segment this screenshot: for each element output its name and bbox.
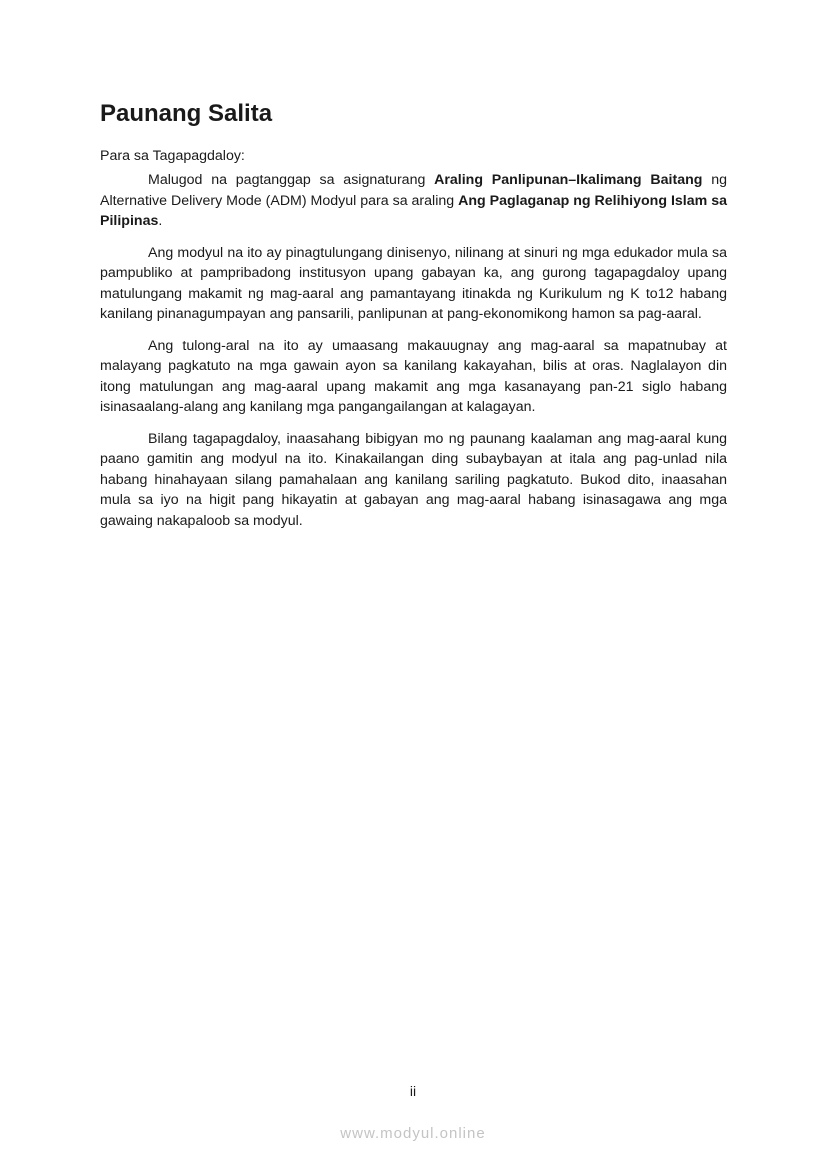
paragraph bbox=[100, 243, 727, 325]
page-title: Paunang Salita bbox=[100, 100, 273, 127]
paragraph bbox=[100, 429, 727, 532]
text-segment: Bilang tagapagdaloy, inaasahang bibigyan mo ng paunang kaalaman ang mag-aaral kung paano gamitin ang modyul na ito. Kinakailangan ding subaybayan at itala ang pag-unlad nila habang hinahayaan silang pamahalaan ang kanilang sariling pagkatuto. Bukod dito, inaasahan mula sa iyo na higit pang hikayatin at gabayan ang mag-aaral habang isinasagawa ang mga gawaing nakapaloob sa modyul. bbox=[100, 430, 727, 529]
body-text bbox=[100, 170, 727, 542]
watermark: www.modyul.online bbox=[340, 1125, 486, 1142]
text-segment: ng Alternative Delivery Mode (ADM) Modyul para sa araling bbox=[100, 172, 727, 209]
paragraph bbox=[100, 170, 727, 232]
bold-text: Ang Paglaganap ng Relihiyong Islam sa Pilipinas bbox=[100, 192, 727, 229]
salutation: Para sa Tagapagdaloy: bbox=[100, 148, 245, 164]
text-segment: Ang tulong-aral na ito ay umaasang makauugnay ang mag-aaral sa mapatnubay at malayang pagkatuto na mga gawain ayon sa kanilang kakayahan, bilis at oras. Naglalayon din itong matulungan ang mag-aaral upang makamit ang mga kasanayang pan-21 siglo habang isinasaalang-alang ang kanilang mga pangangailangan at kalagayan. bbox=[100, 337, 727, 415]
bold-text: Araling Panlipunan–Ikalimang Baitang bbox=[434, 172, 703, 188]
text-segment: Ang modyul na ito ay pinagtulungang dinisenyo, nilinang at sinuri ng mga edukador mula sa pampubliko at pampribadong institusyon upang gabayan ka, ang gurong tagapagdaloy upang matulungang makamit ng mag-aaral ang pamantayang itinakda ng Kurikulum ng K to12 habang kanilang pinanagumpayan ang pansarili, panlipunan at pang-ekonomikong hamon sa pag-aaral. bbox=[100, 244, 727, 322]
page-number: ii bbox=[409, 1083, 417, 1099]
text-segment: . bbox=[158, 213, 163, 229]
text-segment: Malugod na pagtanggap sa asignaturang bbox=[148, 172, 435, 188]
paragraph bbox=[100, 336, 727, 418]
